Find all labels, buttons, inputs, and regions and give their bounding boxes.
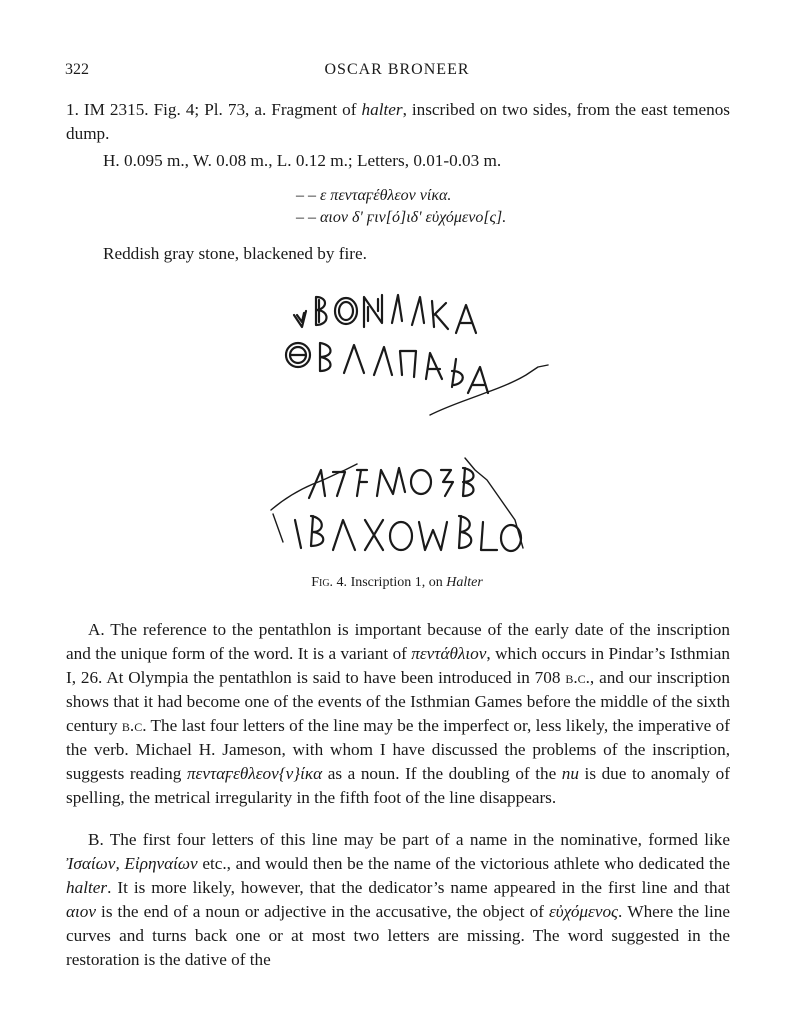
para-a-bc-1: b.c. [565,668,590,687]
figure-caption-label: Fig. 4. [311,575,348,590]
para-a-bc-2: b.c. [121,716,147,735]
inscription-drawing-side-a [270,275,560,425]
para-a-greek-1: πεντάθλιον [411,644,487,663]
figure-caption [0,575,794,591]
para-a-italic-nu: nu [561,764,579,783]
running-title: OSCAR BRONEER [324,61,470,78]
paragraph-a [66,618,730,810]
para-b-s3: . It is more likely, however, that the dedicator’s name appeared in the first line and that [107,878,730,897]
para-a-s1: A. The reference to the pentathlon is important because of the early date of the inscription and the unique form of the word. It is a variant of [66,620,730,663]
para-a-s5: as a noun. If the doubling of the [322,764,562,783]
page-number: 322 [65,61,89,78]
para-b-s1: B. The first four letters of this line may be part of a name in the nominative, formed like [88,830,730,849]
entry-heading-text: 1. IM 2315. Fig. 4; Pl. 73, a. Fragment of [66,100,362,119]
entry-heading [66,98,730,146]
para-b-greek-1: Ἰσαίων, Εἰρηναίων [66,854,198,873]
paragraph-a-text [66,618,730,810]
greek-line-2: – – αιον δ' ϝιν[ό]ιδ' εὐχόμενο[ς]. [296,209,507,226]
greek-line-1: – – ε πενταϝέθλεον νίκα. [296,187,452,204]
para-a-s2: , which occurs in Pindar’s Isthmian I, 26. At Olympia the pentathlon is said to have been introduced in 708 [66,644,730,687]
para-b-italic-halter: halter [66,878,108,897]
figure-caption-italic: Halter [446,575,483,590]
para-a-s6: is due to anomaly of spelling, the metrical irregularity in the fifth foot of the line disappears. [66,764,730,807]
entry-heading-rest: , inscribed on two sides, from the east temenos dump. [66,100,730,143]
entry-heading-italic: halter [361,100,403,119]
stone-description: Reddish gray stone, blackened by fire. [103,244,367,263]
para-a-s4: The last four letters of the line may be the imperfect or, less likely, the imperative of the verb. Michael H. Jameson, with whom I have discussed the problems of the inscription, suggests reading [66,716,730,783]
para-b-s5: . Where the line curves and turns back one or at most two letters are missing. The word suggested in the restoration is the dative of the [66,902,730,969]
inscription-drawing-side-b [265,450,555,570]
para-b-greek-3: εὐχόμενος [548,902,619,921]
measurements: H. 0.095 m., W. 0.08 m., L. 0.12 m.; Letters, 0.01-0.03 m. [103,151,502,170]
para-b-greek-2: αιον [66,902,97,921]
para-a-s3: , and our inscription shows that it had become one of the events of the Isthmian Games before the middle of the sixth century [66,668,730,735]
para-a-greek-2: πενταϝεθλεον{ν}ίκα [186,764,323,783]
figure-caption-text: Inscription 1, on [350,575,447,590]
paragraph-b [66,828,730,972]
para-b-s2: etc., and would then be the name of the victorious athlete who dedicated the [197,854,731,873]
para-b-s4: is the end of a noun or adjective in the accusative, the object of [96,902,549,921]
paragraph-b-text [66,828,730,972]
